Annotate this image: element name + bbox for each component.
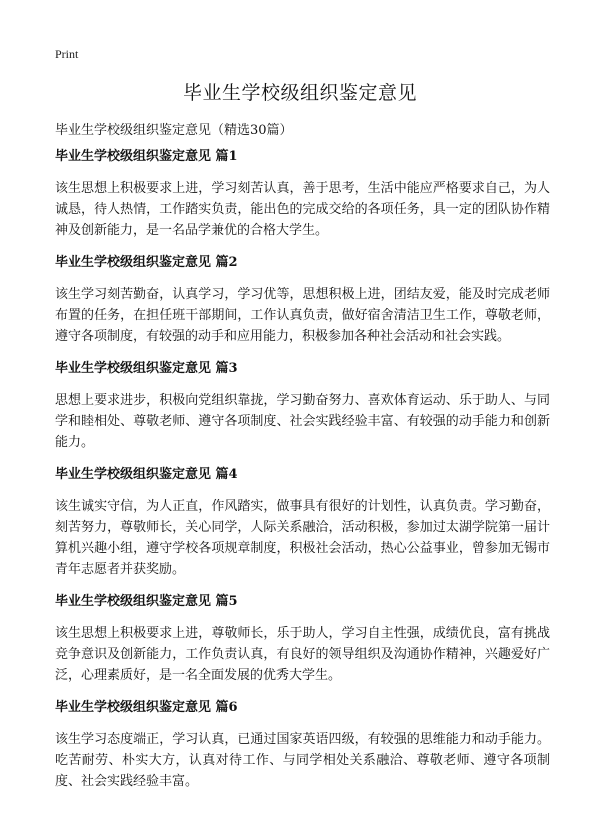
page-title: 毕业生学校级组织鉴定意见 (182, 82, 417, 104)
section-heading: 毕业生学校级组织鉴定意见 篇6 (55, 700, 238, 715)
section-heading: 毕业生学校级组织鉴定意见 篇2 (55, 255, 238, 270)
section (55, 699, 550, 792)
section-body: 该生诚实守信，为人正直，作风踏实，做事具有很好的计划性，认真负责。学习勤奋，刻苦努力，尊敬师长，关心同学，人际关系融洽，活动积极，参加过太湖学院第一届计算机兴趣小组，遵守学校各项规章制度，积极社会活动，热心公益事业，曾参加无锡市青年志愿者并获奖励。 (55, 499, 550, 577)
section-body: 该生学习刻苦勤奋，认真学习，学习优等，思想积极上进，团结友爱，能及时完成老师布置的任务，在担任班干部期间，工作认真负责，做好宿舍清洁卫生工作，尊敬老师，遵守各项制度，有较强的动手和应用能力，积极参加各种社会活动和社会实践。 (55, 287, 550, 344)
section (55, 148, 550, 241)
section (55, 593, 550, 686)
section-heading: 毕业生学校级组织鉴定意见 篇1 (55, 149, 238, 164)
section-heading: 毕业生学校级组织鉴定意见 篇3 (55, 361, 238, 376)
section-body: 思想上要求进步，积极向党组织靠拢，学习勤奋努力、喜欢体育运动、乐于助人、与同学和睦相处、尊敬老师、遵守各项制度、社会实践经验丰富、有较强的动手能力和创新能力。 (55, 393, 550, 450)
section (55, 466, 550, 580)
document-subtitle: 毕业生学校级组织鉴定意见（精选30篇） (55, 123, 293, 138)
section-body: 该生学习态度端正，学习认真，已通过国家英语四级，有较强的思维能力和动手能力。吃苦耐劳、朴实大方，认真对待工作、与同学相处关系融洽、尊敬老师、遵守各项制度、社会实践经验丰富。 (55, 732, 550, 789)
section (55, 360, 550, 453)
section-body: 该生思想上积极要求上进，尊敬师长，乐于助人，学习自主性强，成绩优良，富有挑战竞争意识及创新能力，工作负责认真，有良好的领导组织及沟通协作精神，兴趣爱好广泛，心理素质好，是一名全面发展的优秀大学生。 (55, 626, 550, 683)
print-link[interactable]: Print (55, 47, 79, 61)
section-heading: 毕业生学校级组织鉴定意见 篇4 (55, 467, 238, 482)
section (55, 254, 550, 347)
section-heading: 毕业生学校级组织鉴定意见 篇5 (55, 594, 238, 609)
document-content (55, 148, 550, 805)
section-body: 该生思想上积极要求上进，学习刻苦认真，善于思考，生活中能应严格要求自己，为人诚恳，待人热情，工作踏实负责，能出色的完成交给的各项任务，具一定的团队协作精神及创新能力，是一名品学兼优的合格大学生。 (55, 181, 550, 238)
